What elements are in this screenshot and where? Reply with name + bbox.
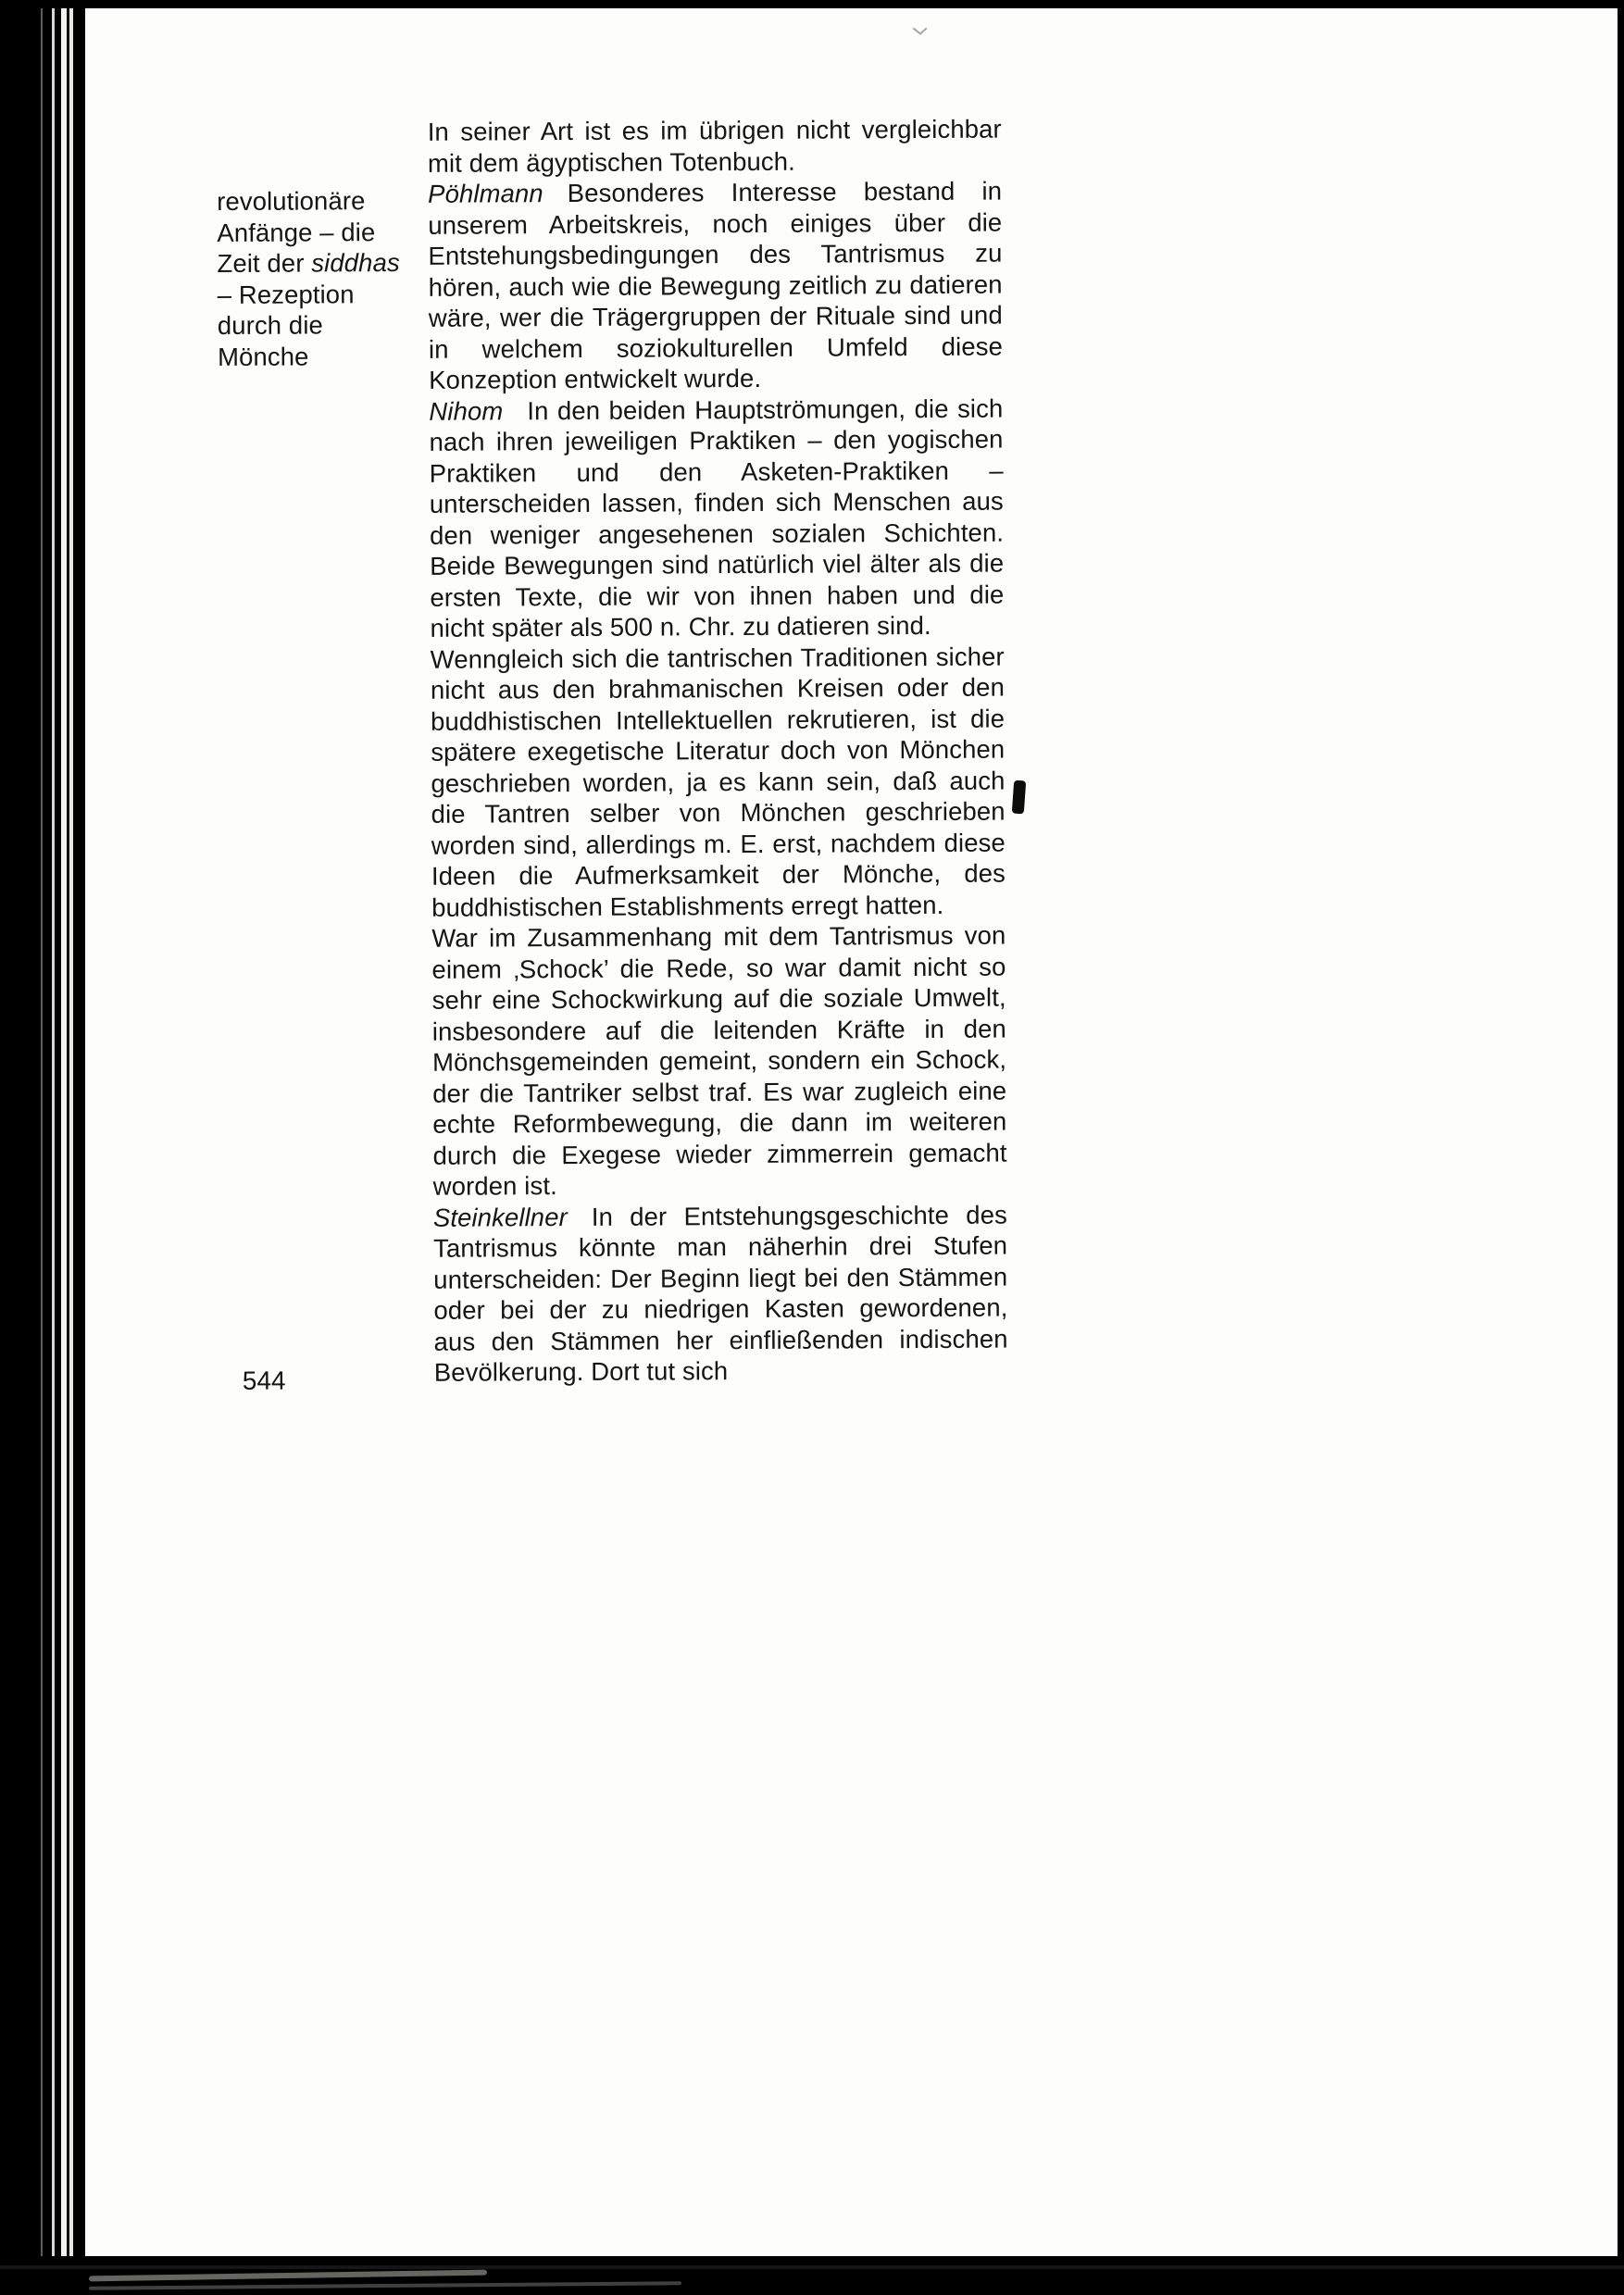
paragraph [429, 393, 1004, 643]
margin-note-line [218, 278, 423, 310]
bottom-edge-band [0, 2256, 1624, 2295]
margin-note-line [217, 216, 422, 248]
margin-note-line [217, 247, 422, 280]
paragraph [433, 1199, 1008, 1388]
paragraph-text: In seiner Art ist es im übrigen nicht vergleichbar mit dem ägyptischen Totenbuch. [427, 114, 1002, 178]
paragraph [428, 176, 1003, 396]
margin-note-text: durch die [217, 310, 323, 341]
body-text [428, 114, 1008, 1389]
margin-note-text: Zeit der [217, 248, 312, 279]
margin-note [217, 185, 423, 372]
margin-note-line [218, 309, 423, 342]
paragraph-text: In der Entstehungsgeschichte des Tantrismus könnte man näherhin drei Stufen unterscheiden: Der Beginn liegt bei den Stämmen oder bei der zu niedrigen Kasten gewordenen, aus den Stämmen her einfließenden indischen Bevölkerung. Dort tut sich [432, 1200, 1008, 1387]
margin-note-text: – Rezeption [217, 279, 355, 309]
paragraph [428, 114, 1002, 179]
speaker-name: Steinkellner [432, 1202, 568, 1232]
margin-note-text: Anfänge – die [217, 217, 376, 247]
paragraph-text: In den beiden Hauptströmungen, die sich nach ihren jeweiligen Praktiken – den yogischen Praktiken und den Asketen-Praktiken – unterscheiden lassen, finden sich Menschen aus den weniger angesehenen sozialen Schichten. Beide Bewegungen sind natürlich viel älter als die ersten Texte, die wir von ihnen haben und die nicht später als 500 n. Chr. zu datieren sind. [429, 393, 1005, 642]
paragraph [431, 641, 1006, 923]
margin-note-line [217, 185, 422, 218]
paragraph [431, 920, 1007, 1203]
page-number: 544 [242, 1366, 286, 1395]
page-curl-streak [89, 2270, 487, 2282]
speaker-name: Nihom [429, 395, 504, 426]
margin-note-line [218, 340, 423, 372]
margin-note-text: revolutionäre [217, 186, 366, 217]
margin-note-text: Mönche [217, 341, 309, 371]
margin-note-italic-term: siddhas [311, 247, 400, 278]
scan-artifact-blob [1012, 780, 1026, 815]
paragraph-text: Wenngleich sich die tantrischen Traditionen sicher nicht aus den brahmanischen Kreisen oder den buddhistischen Intellektuellen rekrutieren, ist die spätere exegetische Literatur doch von Mönchen geschrieben worden, ja es kann sein, daß auch die Tantren selber von Mönchen geschrieben worden sind, allerdings m. E. erst, nachdem diese Ideen die Aufmerksamkeit der Mönche, des buddhistischen Establishments erregt hatten. [430, 642, 1006, 922]
speaker-name: Pöhlmann [428, 179, 543, 208]
paragraph-text: War im Zusammenhang mit dem Tantrismus von einem ‚Schock’ die Rede, so war damit nicht so sehr eine Schockwirkung auf die soziale Umwelt, insbesondere auf die leitenden Kräfte in den Mönchsgemeinden gemeint, sondern ein Schock, der die Tantriker selbst traf. Es war zugleich eine echte Reformbewegung, die dann im weiteren durch die Exegese wieder zimmerrein gemacht worden ist. [431, 920, 1007, 1201]
paragraph-text: Besonderes Interesse bestand in unserem Arbeitskreis, noch einiges über die Entstehungsbedingungen des Tantrismus zu hören, auch wie die Bewegung zeitlich zu datieren wäre, wer die Trägergruppen der Rituale sind und in welchem soziokulturellen Umfeld diese Konzeption entwickelt wurde. [428, 176, 1004, 394]
page-curl-streak [89, 2281, 681, 2290]
right-edge-band [1618, 0, 1624, 2295]
book-spine-band [0, 0, 85, 2295]
top-edge-band [0, 0, 1624, 8]
